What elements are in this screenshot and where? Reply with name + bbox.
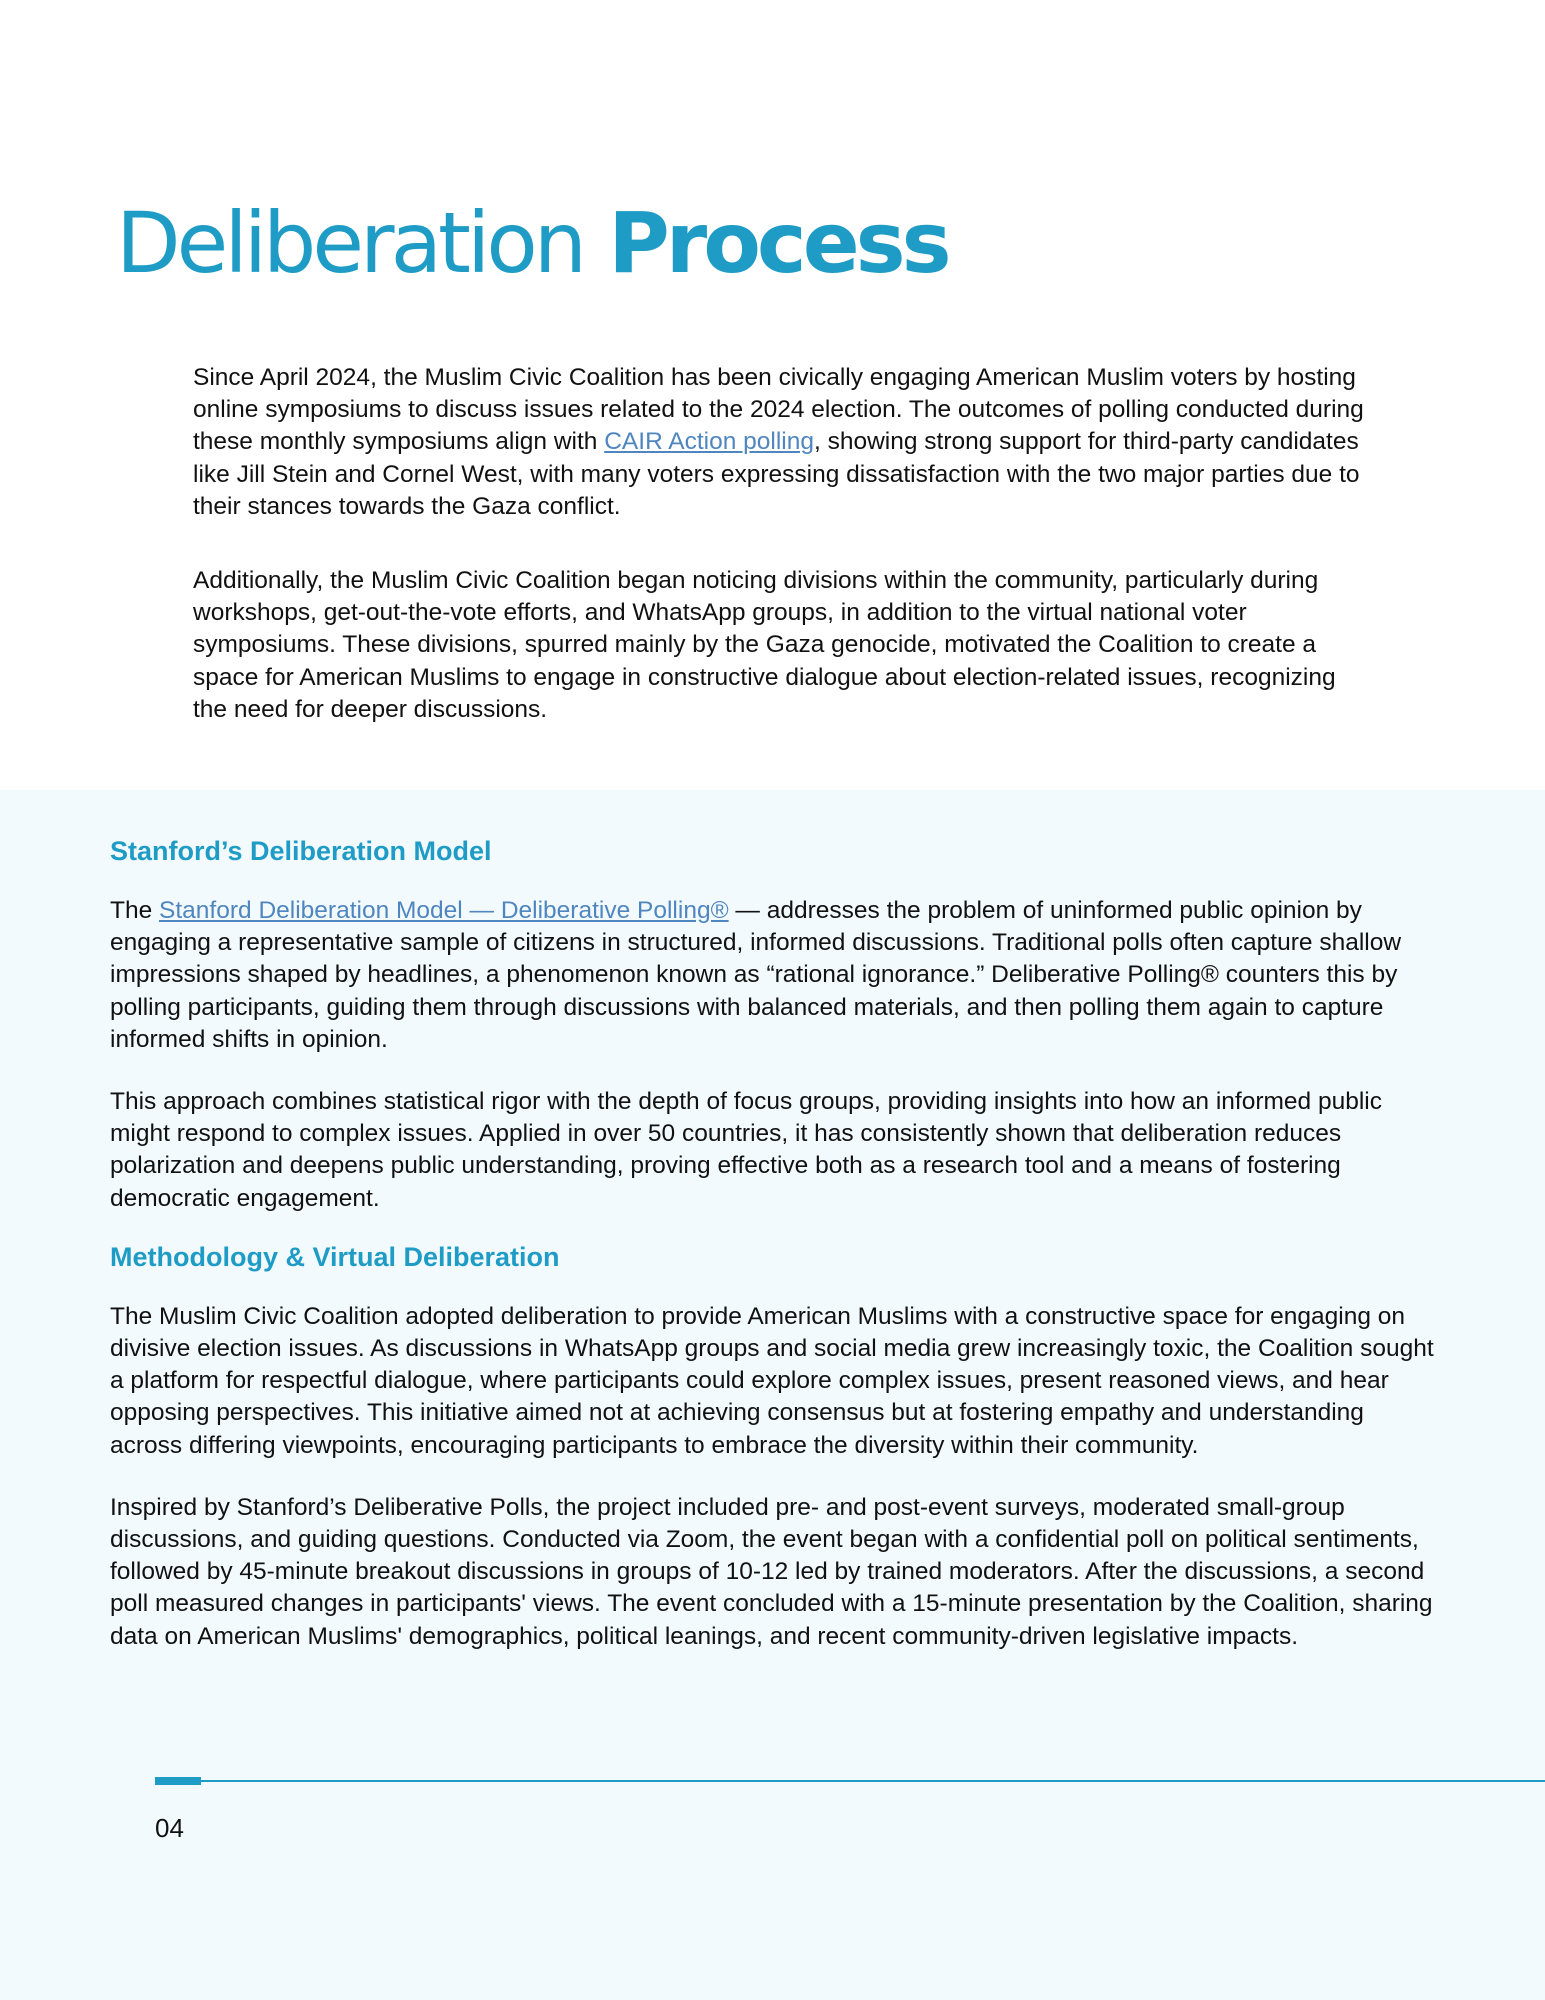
intro-paragraph-1-start: Since April 2024, the Muslim Civic Coalition has been civically engaging American Muslim voters by hosting online symposiums to discuss issues related to the 2024 election. The outcomes of polling conducted during these monthly symposiums align with: [193, 364, 1364, 456]
methodology-paragraph-1: The Muslim Civic Coalition adopted deliberation to provide American Muslims with a constructive space for engaging on divisive election issues. As discussions in WhatsApp groups and social media grew increasingly toxic, the Coalition sought a platform for respectful dialogue, where participants could explore complex issues, present reasoned views, and hear opposing perspectives. This initiative aimed not at achieving consensus but at fostering empathy and understanding across differing viewpoints, encouraging participants to embrace the diversity within their community.: [110, 1302, 1434, 1459]
stanford-deliberative-polling-link[interactable]: Stanford Deliberation Model — Deliberative Polling®: [159, 897, 729, 924]
page-title: [116, 188, 948, 298]
footer-divider-accent: [155, 1777, 201, 1785]
methodology-paragraph-2: Inspired by Stanford’s Deliberative Polls, the project included pre- and post-event surveys, moderated small-group discussions, and guiding questions. Conducted via Zoom, the event began with a confidential poll on political sentiments, followed by 45-minute breakout discussions in groups of 10-12 led by trained moderators. After the discussions, a second poll measured changes in participants' views. The event concluded with a 15-minute presentation by the Coalition, sharing data on American Muslims' demographics, political leanings, and recent community-driven legislative impacts.: [110, 1493, 1433, 1650]
intro-paragraph-1-end: , showing strong support for third-party candidates like Jill Stein and Cornel West, with many voters expressing dissatisfaction with the two major parties due to their stances towards the Gaza conflict.: [193, 428, 1360, 520]
stanford-paragraph-2: This approach combines statistical rigor with the depth of focus groups, providing insights into how an informed public might respond to complex issues. Applied in over 50 countries, it has consistently shown that deliberation reduces polarization and deepens public understanding, proving effective both as a research tool and a means of fostering democratic engagement.: [110, 1088, 1382, 1212]
intro-paragraph-1: [193, 362, 1373, 523]
intro-paragraph-2: Additionally, the Muslim Civic Coalition began noticing divisions within the community, particularly during workshops, get-out-the-vote efforts, and WhatsApp groups, in addition to the virtual national voter symposiums. These divisions, spurred mainly by the Gaza genocide, motivated the Coalition to create a space for American Muslims to engage in constructive dialogue about election-related issues, recognizing the need for deeper discussions.: [193, 567, 1336, 723]
stanford-paragraph-1-start: The: [110, 897, 160, 924]
intro-text: [193, 362, 1373, 726]
main-content: [110, 833, 1440, 1653]
stanford-paragraph-1-end: — addresses the problem of uninformed public opinion by engaging a representative sample of citizens in structured, informed discussions. Traditional polls often capture shallow impressions shaped by headlines, a phenomenon known as “rational ignorance.” Deliberative Polling® counters this by polling participants, guiding them through discussions with balanced materials, and then polling them again to capture informed shifts in opinion.: [110, 897, 1402, 1053]
footer-divider: [155, 1780, 1545, 1782]
cair-action-polling-link[interactable]: CAIR Action polling: [604, 428, 814, 456]
methodology-heading: Methodology & Virtual Deliberation: [110, 1241, 560, 1272]
page-title-light: Deliberation: [116, 194, 583, 292]
stanford-paragraph-1: [110, 895, 1440, 1056]
page-number: 04: [155, 1813, 184, 1843]
page-title-bold: Process: [608, 194, 948, 292]
stanford-model-heading: Stanford’s Deliberation Model: [110, 836, 492, 866]
